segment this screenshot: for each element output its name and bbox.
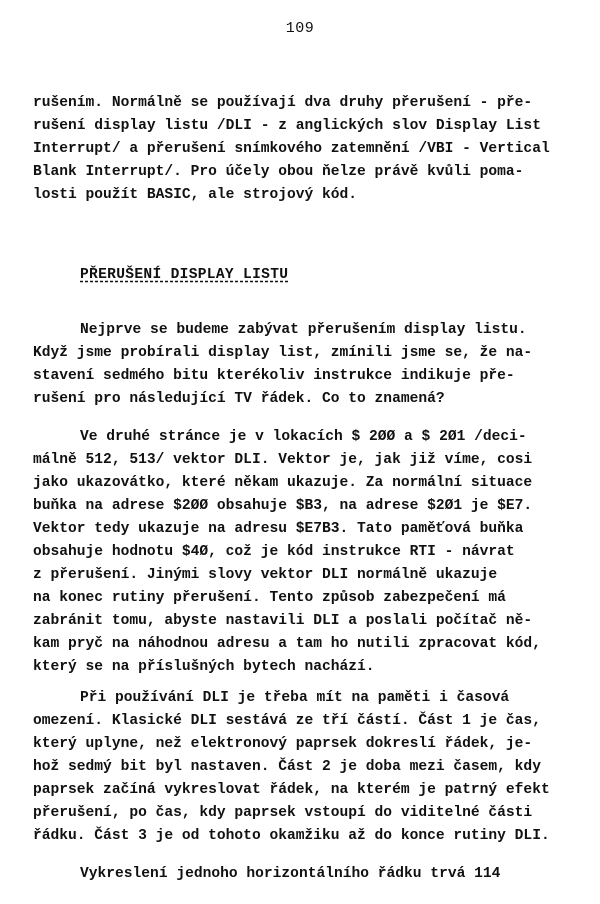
text-line: omezení. Klasické DLI sestává ze tří částí. Část 1 je čas, (33, 713, 541, 729)
text-line: kam pryč na náhodnou adresu a tam ho nutili zpracovat kód, (33, 636, 541, 652)
text-line: málně 512, 513/ vektor DLI. Vektor je, jak již víme, cosi (33, 452, 533, 468)
text-line: Nejprve se budeme zabývat přerušením display listu. (80, 322, 527, 338)
text-line: Při používání DLI je třeba mít na paměti i časová (80, 690, 510, 706)
page-number: 109 (285, 20, 315, 37)
text-line: který uplyne, než elektronový paprsek dokreslí řádek, je- (33, 736, 533, 752)
text-line: losti použít BASIC, ale strojový kód. (33, 187, 358, 203)
text-line: který se na příslušných bytech nachází. (33, 659, 375, 675)
text-line: buňka na adrese $2ØØ obsahuje $B3, na adrese $2Ø1 je $E7. (33, 498, 533, 514)
text-line: řádku. Část 3 je od tohoto okamžiku až do konce rutiny DLI. (33, 828, 550, 844)
text-line: Interrupt/ a přerušení snímkového zatemnění /VBI - Vertical (33, 141, 550, 157)
text-line: hož sedmý bit byl nastaven. Část 2 je doba mezi časem, kdy (33, 759, 541, 775)
text-line: na konec rutiny přerušení. Tento způsob zabezpečení má (33, 590, 506, 606)
text-line: Blank Interrupt/. Pro účely obou ňelze právě kvůli poma- (33, 164, 524, 180)
text-line: obsahuje hodnotu $4Ø, což je kód instrukce RTI - návrat (33, 544, 515, 560)
text-line: Vektor tedy ukazuje na adresu $E7B3. Tato paměťová buňka (33, 521, 524, 537)
text-line: zabránit tomu, abyste nastavili DLI a poslali počítač ně- (33, 613, 533, 629)
text-line: rušení display listu /DLI - z anglických slov Display List (33, 118, 541, 134)
text-line: stavení sedmého bitu kterékoliv instrukce indikuje pře- (33, 368, 515, 384)
text-line: Vykreslení jednoho horizontálního řádku trvá 114 (80, 866, 501, 882)
section-heading: PŘERUŠENÍ DISPLAY LISTU (80, 267, 289, 283)
text-line: rušením. Normálně se používají dva druhy přerušení - pře- (33, 95, 533, 111)
text-line: rušení pro následující TV řádek. Co to znamená? (33, 391, 445, 407)
text-line: jako ukazovátko, které někam ukazuje. Za normální situace (33, 475, 533, 491)
text-line: Když jsme probírali display list, zmínili jsme se, že na- (33, 345, 533, 361)
text-line: přerušení, po čas, kdy paprsek vstoupí do viditelné části (33, 805, 533, 821)
text-line: Ve druhé stránce je v lokacích $ 2ØØ a $ 2Ø1 /deci- (80, 429, 527, 445)
text-line: paprsek začíná vykreslovat řádek, na kterém je patrný efekt (33, 782, 550, 798)
text-line: z přerušení. Jinými slovy vektor DLI normálně ukazuje (33, 567, 498, 583)
